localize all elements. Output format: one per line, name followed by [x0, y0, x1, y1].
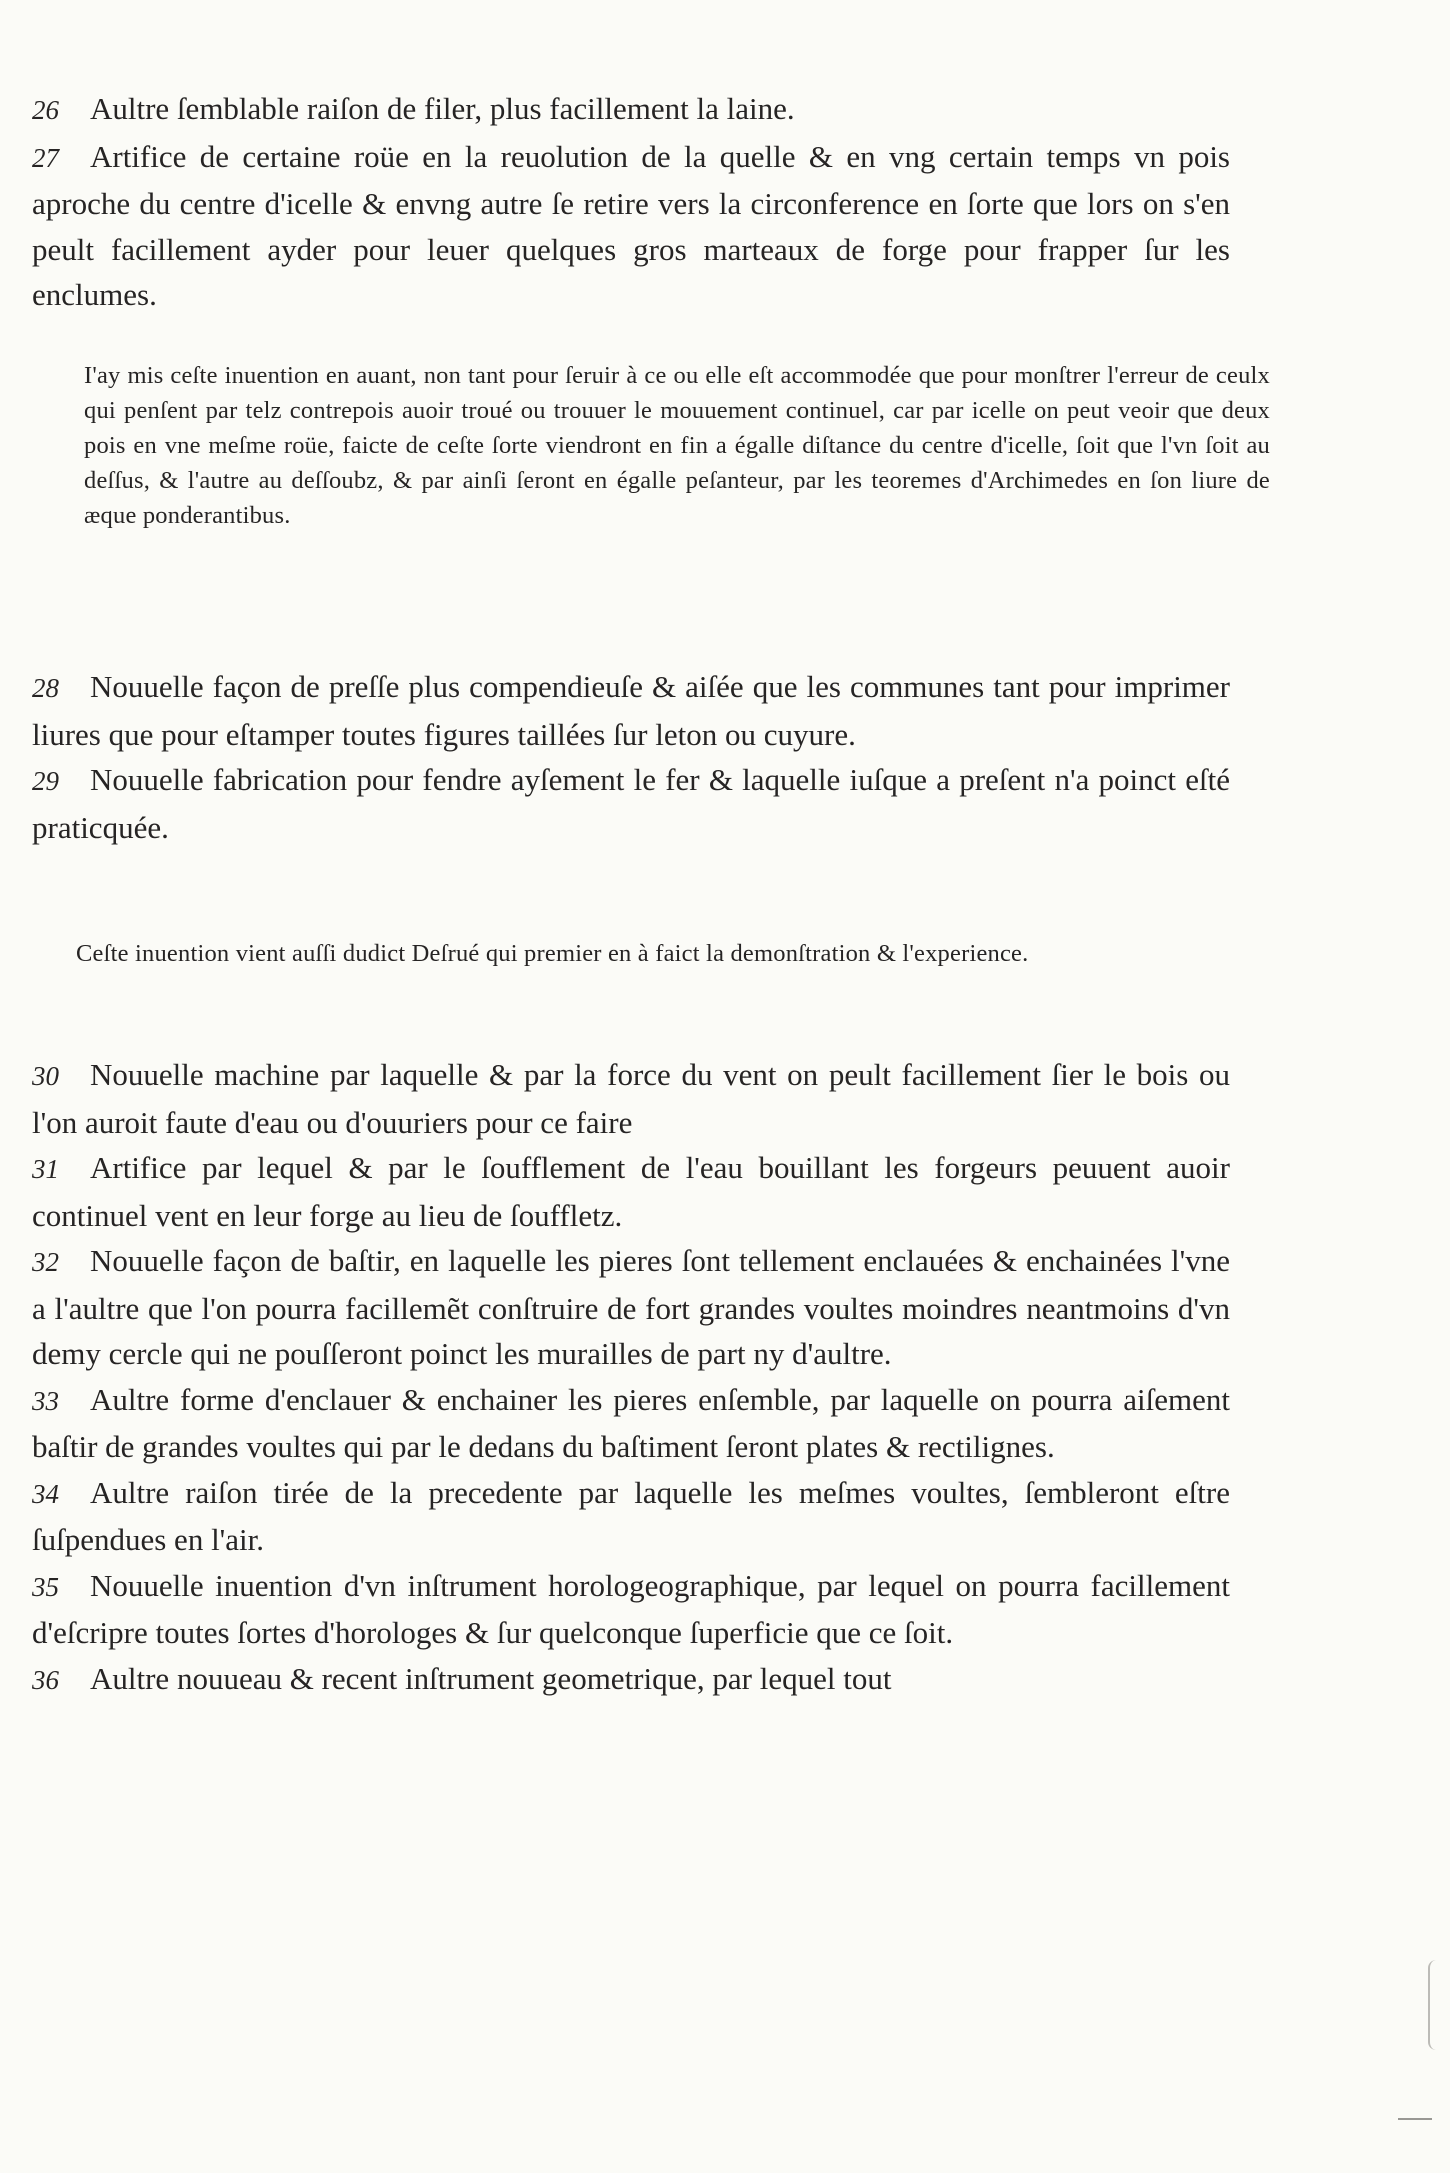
item-text: Artifice de certaine roüe en la reuolution de la quelle & en vng certain temps vn pois aproche du centre d'icelle & envng autre ſe retire vers la circonference en ſorte que lors on s'en peult facillement ayder pour leuer quelques gros marteaux de forge pour frapper ſur les enclumes.	[32, 138, 1230, 312]
item-text: Nouuelle façon de baſtir, en laquelle les pieres ſont tellement enclauées & enchainées l'vne a l'aultre que l'on pourra facillemẽt conſtruire de fort grandes voultes moindres neantmoins d'vn demy cercle qui ne pouſſeront poinct les murailles de part ny d'aultre.	[32, 1243, 1230, 1371]
item-text: Nouuelle inuention d'vn inſtrument horologeographique, par lequel on pourra facillement d'eſcripre toutes ſortes d'horologes & ſur quelconque ſuperficie que ce ſoit.	[32, 1567, 1230, 1650]
note-text: I'ay mis ceſte inuention en auant, non tant pour ſeruir à ce ou elle eſt accommodée que pour monſtrer l'erreur de ceulx qui penſent par telz contrepois auoir troué ou trouuer le mouuement continuel, car par icelle on peut veoir que deux pois en vne meſme roüe, faicte de ceſte ſorte viendront en fin a égalle diſtance du centre d'icelle, ſoit que l'vn ſoit au deſſus, & l'autre au deſſoubz, & par ainſi ſeront en égalle peſanteur, par les teoremes d'Archimedes en ſon liure de æque ponderantibus.	[84, 362, 1270, 529]
list-item	[32, 1656, 1230, 1704]
list-item	[32, 86, 1230, 134]
list-item	[32, 664, 1230, 757]
item-number: 35	[32, 1571, 59, 1602]
item-text: Aultre forme d'enclauer & enchainer les pieres enſemble, par laquelle on pourra aiſement baſtir de grandes voultes qui par le dedans du baſtiment ſeront plates & rectilignes.	[32, 1381, 1230, 1464]
item-number: 28	[32, 673, 59, 703]
item-text: Aultre nouueau & recent inſtrument geometrique, par lequel tout	[90, 1660, 892, 1696]
list-item	[32, 1470, 1230, 1563]
item-text: Aultre raiſon tirée de la precedente par laquelle les meſmes voultes, ſembleront eſtre ſuſpendues en l'air.	[32, 1474, 1230, 1557]
item-number: 34	[32, 1478, 59, 1509]
item-text: Aultre ſemblable raiſon de filer, plus facillement la laine.	[90, 91, 795, 126]
entries-block-b	[32, 664, 1230, 850]
annotation-note-2	[76, 936, 1260, 971]
note-text: Ceſte inuention vient auſſi dudict Deſrué qui premier en à faict la demonſtration & l'experience.	[76, 940, 1029, 967]
list-item	[32, 1563, 1230, 1656]
list-item	[32, 1145, 1230, 1238]
list-item	[32, 134, 1230, 318]
entries-block-a	[32, 86, 1230, 318]
list-item	[32, 1377, 1230, 1470]
item-number: 36	[32, 1664, 59, 1695]
item-number: 30	[32, 1061, 59, 1091]
item-number: 27	[32, 142, 59, 173]
item-number: 26	[32, 95, 59, 125]
page-edge-dash	[1398, 2118, 1432, 2120]
list-item	[32, 1052, 1230, 1145]
item-text: Nouuelle machine par laquelle & par la force du vent on peult facillement ſier le bois ou l'on auroit faute d'eau ou d'ouuriers pour ce faire	[32, 1057, 1230, 1140]
item-text: Artifice par lequel & par le ſoufflement de l'eau bouillant les forgeurs peuuent auoir continuel vent en leur forge au lieu de ſouffletz.	[32, 1150, 1230, 1233]
annotation-note-1	[84, 358, 1270, 533]
list-item	[32, 757, 1230, 850]
page-edge-mark	[1428, 1960, 1444, 2050]
list-item	[32, 1238, 1230, 1377]
item-number: 33	[32, 1385, 59, 1416]
entries-block-c	[32, 1052, 1230, 1703]
item-number: 31	[32, 1154, 59, 1184]
item-number: 32	[32, 1247, 59, 1277]
item-text: Nouuelle fabrication pour fendre ayſement le fer & laquelle iuſque a preſent n'a poinct eſté praticquée.	[32, 762, 1230, 845]
item-number: 29	[32, 766, 59, 796]
item-text: Nouuelle façon de preſſe plus compendieuſe & aiſée que les communes tant pour imprimer liures que pour eſtamper toutes figures taillées ſur leton ou cuyure.	[32, 669, 1230, 752]
